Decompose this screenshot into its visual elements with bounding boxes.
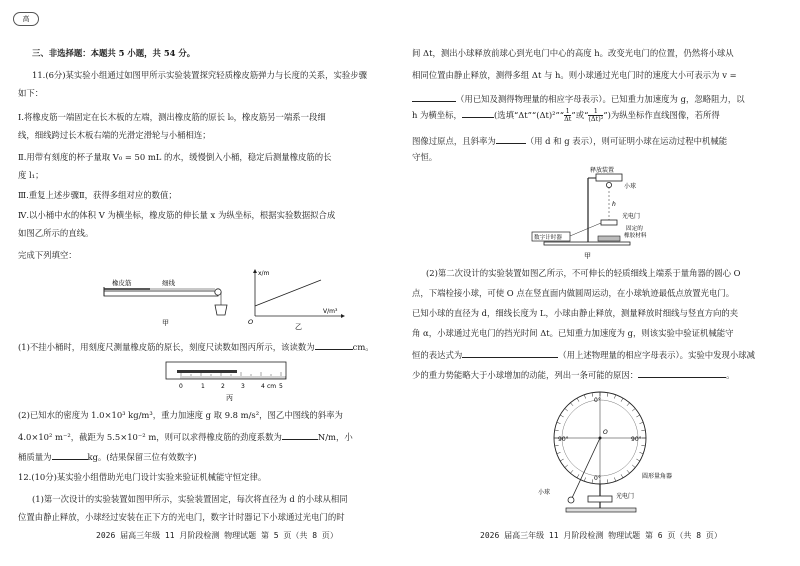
center-label: O	[603, 429, 608, 436]
photogate-label: 光电门	[616, 493, 635, 500]
q12-axis-choice-blank	[462, 108, 494, 118]
fraction-one-over-dt-squared	[588, 108, 603, 123]
q11-step2-line1: Ⅱ.用带有刻度的杯子量取 V₀ = 50 mL 的水，缓慢倒入小桶，稳定后测量橡皮筋的长	[18, 152, 332, 162]
q11-step1-line2: 线，细线跨过长木板右端的光滑定滑轮与小桶相连；	[18, 130, 211, 140]
q12-figure-jia	[530, 166, 660, 262]
q12-slope-blank	[496, 134, 526, 144]
ruler-unit-label: cm	[267, 383, 277, 390]
q12-line5-text-b: （用 d 和 g 表示），则可证明小球在运动过程中机械能	[525, 136, 728, 146]
long-board	[104, 291, 218, 296]
ruler-tick-label-5: 5	[279, 383, 283, 390]
fraction1-numerator: 1	[565, 107, 570, 115]
x-axis-label: V/m³	[323, 308, 338, 315]
y-axis-arrow	[253, 269, 257, 273]
left-footer: 2026 届高三年级 11 月阶段检测 物理试题 第 5 页（共 8 页）	[96, 531, 338, 540]
photogate-base	[566, 508, 636, 512]
rubber-pad	[598, 236, 620, 241]
base-plate	[544, 242, 630, 245]
angle-bottom-label: 0°	[594, 475, 601, 482]
figure-caption-jia: 甲	[584, 252, 591, 260]
q11-part2-blank-k	[282, 430, 318, 440]
q11-fill-prompt: 完成下列填空：	[18, 250, 77, 260]
fixed-label-line2: 橡胶材料	[624, 233, 647, 239]
q12-line5-text-a: 图像过原点，且斜率为	[412, 136, 496, 146]
q12-part2-line5-text-a: 恒的表达式为	[412, 350, 463, 360]
q12-line4-text-d: ”)为纵坐标作直线图像，若所得	[603, 110, 720, 120]
q12-velocity-blank	[412, 92, 456, 102]
ruler-tick-label-4: 4	[261, 383, 265, 390]
q12-cont-line3-text: （用已知及测得物理量的相应字母表示）。已知重力加速度为 g，忽略阻力，以	[456, 94, 745, 104]
q12-expression-blank	[462, 348, 558, 358]
bucket-icon	[215, 305, 227, 315]
q12-cont-line2: 相同位置由静止释放，测得多组 Δt 与 h。则小球通过光电门时的速度大小可表示为 v =	[412, 70, 737, 80]
q12-part2-line1: (2)第二次设计的实验装置如图乙所示，不可伸长的轻质细线上端系于量角器的圆心 O	[426, 268, 741, 278]
protractor-label: 圆形量角器	[642, 473, 673, 480]
timer-cable	[570, 223, 601, 236]
ruler-tick-label-0: 0	[179, 383, 183, 390]
pendulum-ball-icon	[568, 497, 574, 503]
q11-part1-unit: cm。	[352, 342, 374, 352]
q12-reason-blank	[638, 368, 726, 378]
q11-part1-text	[18, 340, 374, 352]
release-device	[596, 174, 622, 181]
q11-intro-line2: 如下：	[18, 88, 44, 98]
q11-part2-text-d: kg。(结果保留三位有效数字)	[87, 452, 197, 462]
rubber-band-label: 橡皮筋	[112, 279, 132, 287]
page-corner-mark: 高	[13, 12, 39, 26]
x-axis-arrow	[341, 314, 345, 318]
photogate-label: 光电门	[622, 213, 641, 220]
q12-cont-line6: 守恒。	[412, 152, 438, 162]
q12-cont-line1: 间 Δt，测出小球释放前球心到光电门中心的高度 h。改变光电门的位置，仍然将小球从	[412, 48, 734, 58]
angle-left-label: 90°	[558, 436, 569, 443]
figure-caption-jia: 甲	[162, 319, 169, 327]
q11-part2-line1: (2)已知水的密度为 1.0×10³ kg/m³，重力加速度 g 取 9.8 m/s²，图乙中图线的斜率为	[18, 410, 343, 420]
q12-figure-yi	[536, 386, 676, 524]
q11-figure-yi	[243, 266, 348, 332]
ball-label: 小球	[624, 183, 637, 190]
figure-caption-yi: 乙	[295, 323, 302, 331]
q12-cont-line5	[412, 134, 727, 146]
angle-top-label: 0°	[594, 397, 601, 404]
q12-part2-line5	[412, 348, 755, 360]
q11-part2-line2	[18, 430, 353, 442]
q12-intro: 12.(10分)某实验小组借助光电门设计实验来验证机械能守恒定律。	[18, 472, 267, 482]
q11-step3: Ⅲ.重复上述步骤Ⅱ，获得多组对应的数值；	[18, 190, 177, 200]
ruler-tick-label-3: 3	[241, 383, 245, 390]
q11-part2-text-a: 4.0×10² m⁻²，截距为 5.5×10⁻² m，则可以求得橡皮筋的劲度系数为	[18, 432, 282, 442]
q12-part2-line2: 点，下端栓接小球，可使 O 点在竖直面内做圆周运动，在小球轨迹最低点放置光电门。	[412, 288, 735, 298]
release-label: 释放装置	[590, 167, 615, 174]
ball-icon	[606, 182, 611, 187]
q11-figure-jia	[98, 265, 248, 327]
height-label: h	[612, 201, 616, 208]
photogate-icon	[588, 496, 612, 502]
q12-part1-line2: 位置由静止释放，小球经过安装在正下方的光电门，数字计时器记下小球通过光电门的时	[18, 512, 345, 522]
q11-part1-question: (1)不挂小桶时，用刻度尺测量橡皮筋的原长，刻度尺读数如图丙所示，该读数为	[18, 342, 315, 352]
fraction1-denominator: Δt	[564, 115, 572, 123]
q12-line4-text-a: h 为横坐标，	[412, 110, 462, 120]
q11-step4-line1: Ⅳ.以小桶中水的体积 V 为横坐标，橡皮筋的伸长量 x 为纵坐标，根据实验数据拟合成	[18, 210, 336, 220]
q11-step4-line2: 如图乙所示的直线。	[18, 228, 94, 238]
q11-part2-text-c: 桶质量为	[18, 452, 52, 462]
section-heading: 三、非选择题：本题共 5 小题，共 54 分。	[32, 48, 196, 58]
q12-part2-line4: 角 α，小球通过光电门的挡光时间 Δt。已知重力加速度为 g，则该实验中验证机械能守	[412, 328, 734, 338]
ball-label: 小球	[538, 489, 551, 496]
origin-label: O	[248, 318, 254, 326]
q11-part2-text-b: N/m，小	[317, 432, 353, 442]
figure-caption-bing: 丙	[226, 394, 233, 402]
q11-step1-line1: Ⅰ.将橡皮筋一端固定在长木板的左端，测出橡皮筋的原长 l₀，橡皮筋另一端系一段细	[18, 112, 326, 122]
q12-cont-line4	[412, 108, 720, 123]
angle-right-label: 90°	[631, 436, 642, 443]
ruler-tick-label-1: 1	[201, 383, 205, 390]
fraction2-numerator: 1	[588, 108, 603, 116]
y-axis-label: x/m	[258, 270, 270, 277]
q12-part2-line6-text: 少的重力势能略大于小球增加的动能，列出一条可能的原因：	[412, 370, 639, 380]
q11-figure-bing	[158, 358, 298, 402]
q12-part2-line5-text-b: （用上述物理量的相应字母表示）。实验中发现小球减	[558, 350, 756, 360]
pulley-icon	[215, 289, 221, 295]
q11-intro-line1: 11.(6分)某实验小组通过如图甲所示实验装置探究轻质橡皮筋弹力与长度的关系，实验步骤	[32, 70, 368, 80]
q12-line4-text-c: ”或“	[571, 110, 589, 120]
q12-part2-line6	[412, 368, 735, 380]
timer-label: 数字计时器	[534, 235, 562, 241]
fraction2-denominator: (Δt)²	[588, 115, 604, 123]
photogate-icon	[601, 220, 617, 225]
q11-step2-line2: 度 l₁；	[18, 170, 44, 180]
right-footer: 2026 届高三年级 11 月阶段检测 物理试题 第 6 页（共 8 页）	[480, 531, 722, 540]
ruler-tick-label-2: 2	[221, 383, 225, 390]
fixed-label-line1: 固定的	[626, 226, 643, 232]
q12-part2-line3: 已知小球的直径为 d，细线长度为 L，小球由静止释放，测量释放时细线与竖直方向的夹	[412, 308, 739, 318]
fit-line	[255, 280, 321, 306]
q12-line4-text-b: (选填“Δt”“(Δt)²”“	[493, 110, 565, 120]
q12-cont-line3	[412, 92, 745, 104]
q12-part2-line6-end: 。	[726, 370, 735, 380]
q11-part1-blank	[315, 340, 353, 350]
rubber-band-on-ruler	[177, 370, 237, 373]
q11-part2-line3	[18, 450, 197, 462]
thread-label: 细线	[162, 279, 175, 287]
q12-part1-line1: (1)第一次设计的实验装置如图甲所示，实验装置固定，每次将直径为 d 的小球从相同	[32, 494, 348, 504]
q11-part2-blank-m	[52, 450, 88, 460]
